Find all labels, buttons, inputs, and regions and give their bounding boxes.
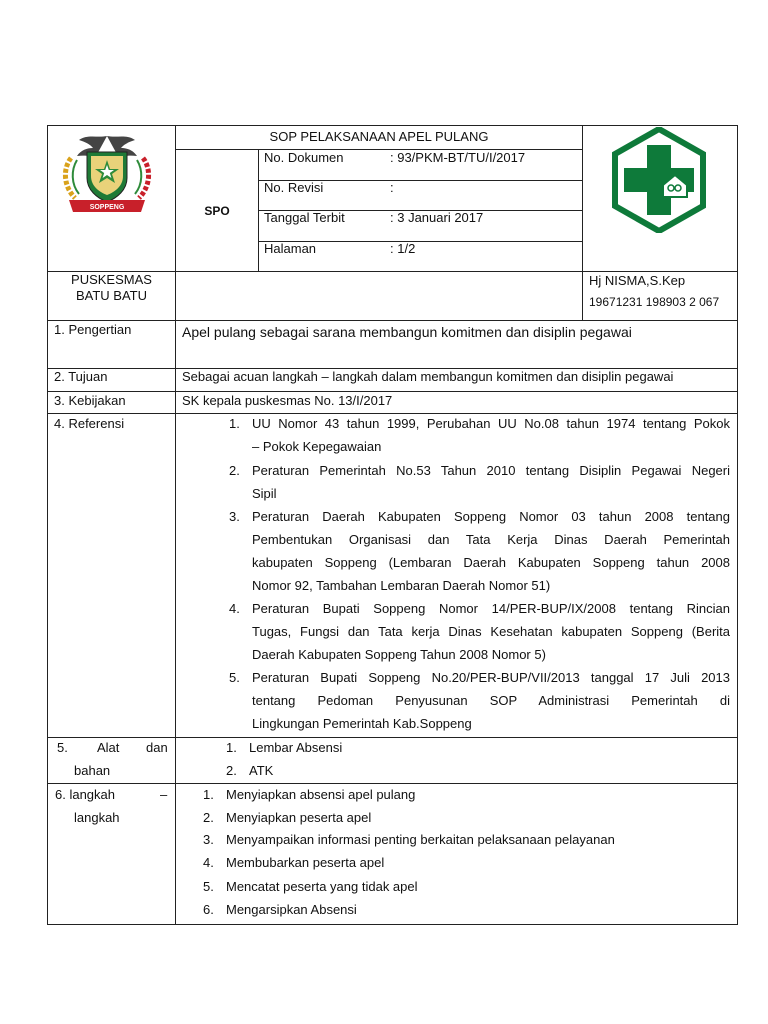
section-label-alat: 5. bbox=[57, 740, 68, 755]
list-item: Peraturan Bupati Soppeng Nomor 14/PER-BUP/IX/2008 tentang Rincian bbox=[252, 601, 730, 616]
svg-text:SOPPENG: SOPPENG bbox=[89, 204, 125, 211]
list-number: 5. bbox=[229, 670, 240, 685]
section-label-langkah: langkah bbox=[74, 810, 120, 825]
section-label-langkah: – bbox=[160, 787, 168, 802]
list-number: 2. bbox=[229, 463, 240, 478]
meta-value: : 3 Januari 2017 bbox=[390, 210, 484, 225]
list-item: Menyampaikan informasi penting berkaitan pelaksanaan pelayanan bbox=[226, 832, 615, 847]
section-label-langkah: 6. langkah bbox=[55, 787, 115, 802]
list-item: Pembentukan Organisasi dan Tata Kerja Dinas Daerah Pemerintah bbox=[252, 532, 730, 547]
list-number: 4. bbox=[229, 601, 240, 616]
list-item: tentang Pedoman Penyusunan SOP Administrasi Pemerintah di bbox=[252, 693, 730, 708]
meta-label: No. Revisi bbox=[264, 180, 324, 195]
tujuan-text: Sebagai acuan langkah – langkah dalam membangun komitmen dan disiplin pegawai bbox=[182, 369, 674, 384]
list-item: – Pokok Kepegawaian bbox=[252, 439, 382, 454]
signer-nip: 19671231 198903 2 067 bbox=[589, 295, 720, 309]
list-number: 3. bbox=[229, 509, 240, 524]
puskesmas-logo bbox=[607, 127, 711, 233]
meta-label: No. Dokumen bbox=[264, 150, 344, 165]
document-title: SOP PELAKSANAAN APEL PULANG bbox=[269, 129, 489, 144]
list-item: kabupaten Soppeng (Lembaran Daerah Kabupaten Soppeng tahun 2008 bbox=[252, 555, 730, 570]
section-label-alat: bahan bbox=[74, 763, 111, 778]
list-number: 6. bbox=[203, 902, 214, 917]
list-item: Mengarsipkan Absensi bbox=[226, 902, 357, 917]
list-item: Lingkungan Pemerintah Kab.Soppeng bbox=[252, 716, 472, 731]
list-number: 2. bbox=[226, 763, 237, 778]
list-item: Membubarkan peserta apel bbox=[226, 855, 385, 870]
list-number: 1. bbox=[229, 416, 240, 431]
list-item: Peraturan Bupati Soppeng No.20/PER-BUP/VII/2013 tanggal 17 Juli 2013 bbox=[252, 670, 730, 685]
org-name: BATU BATU bbox=[75, 288, 148, 303]
meta-value: : 93/PKM-BT/TU/I/2017 bbox=[390, 150, 526, 165]
list-item: Mencatat peserta yang tidak apel bbox=[226, 879, 418, 894]
meta-label: Halaman bbox=[264, 241, 317, 256]
list-item: Lembar Absensi bbox=[249, 740, 343, 755]
list-item: Peraturan Pemerintah No.53 Tahun 2010 tentang Disiplin Pegawai Negeri bbox=[252, 463, 730, 478]
meta-value: : bbox=[390, 180, 394, 195]
section-label-alat: Alat bbox=[97, 740, 120, 755]
section-label-tujuan: 2. Tujuan bbox=[54, 369, 108, 384]
list-number: 1. bbox=[203, 787, 214, 802]
list-item: Sipil bbox=[252, 486, 277, 501]
pengertian-text: Apel pulang sebagai sarana membangun komitmen dan disiplin pegawai bbox=[182, 324, 632, 340]
list-number: 1. bbox=[226, 740, 237, 755]
list-number: 5. bbox=[203, 879, 214, 894]
section-label-kebijakan: 3. Kebijakan bbox=[54, 393, 126, 408]
list-item: Peraturan Daerah Kabupaten Soppeng Nomor 03 tahun 2008 tentang bbox=[252, 509, 730, 524]
list-item: Daerah Kabupaten Soppeng Tahun 2008 Nomor 5) bbox=[252, 647, 546, 662]
list-item: Menyiapkan peserta apel bbox=[226, 810, 372, 825]
list-item: Nomor 92, Tambahan Lembaran Daerah Nomor 51) bbox=[252, 578, 551, 593]
list-item: UU Nomor 43 tahun 1999, Perubahan UU No.08 tahun 1974 tentang Pokok bbox=[252, 416, 730, 431]
list-number: 4. bbox=[203, 855, 214, 870]
list-item: Menyiapkan absensi apel pulang bbox=[226, 787, 416, 802]
section-label-pengertian: 1. Pengertian bbox=[54, 322, 132, 337]
org-name: PUSKESMAS bbox=[71, 272, 152, 287]
spo-label: SPO bbox=[204, 204, 230, 218]
meta-label: Tanggal Terbit bbox=[264, 210, 345, 225]
list-number: 2. bbox=[203, 810, 214, 825]
section-label-alat: dan bbox=[146, 740, 168, 755]
list-item: ATK bbox=[249, 763, 274, 778]
soppeng-emblem-logo bbox=[57, 128, 157, 216]
meta-value: : 1/2 bbox=[390, 241, 416, 256]
list-number: 3. bbox=[203, 832, 214, 847]
section-label-referensi: 4. Referensi bbox=[54, 416, 125, 431]
list-item: Tugas, Fungsi dan Tata kerja Dinas Kesehatan kabupaten Soppeng (Berita bbox=[252, 624, 730, 639]
signer-name: Hj NISMA,S.Kep bbox=[589, 273, 686, 288]
kebijakan-text: SK kepala puskesmas No. 13/I/2017 bbox=[182, 393, 393, 408]
